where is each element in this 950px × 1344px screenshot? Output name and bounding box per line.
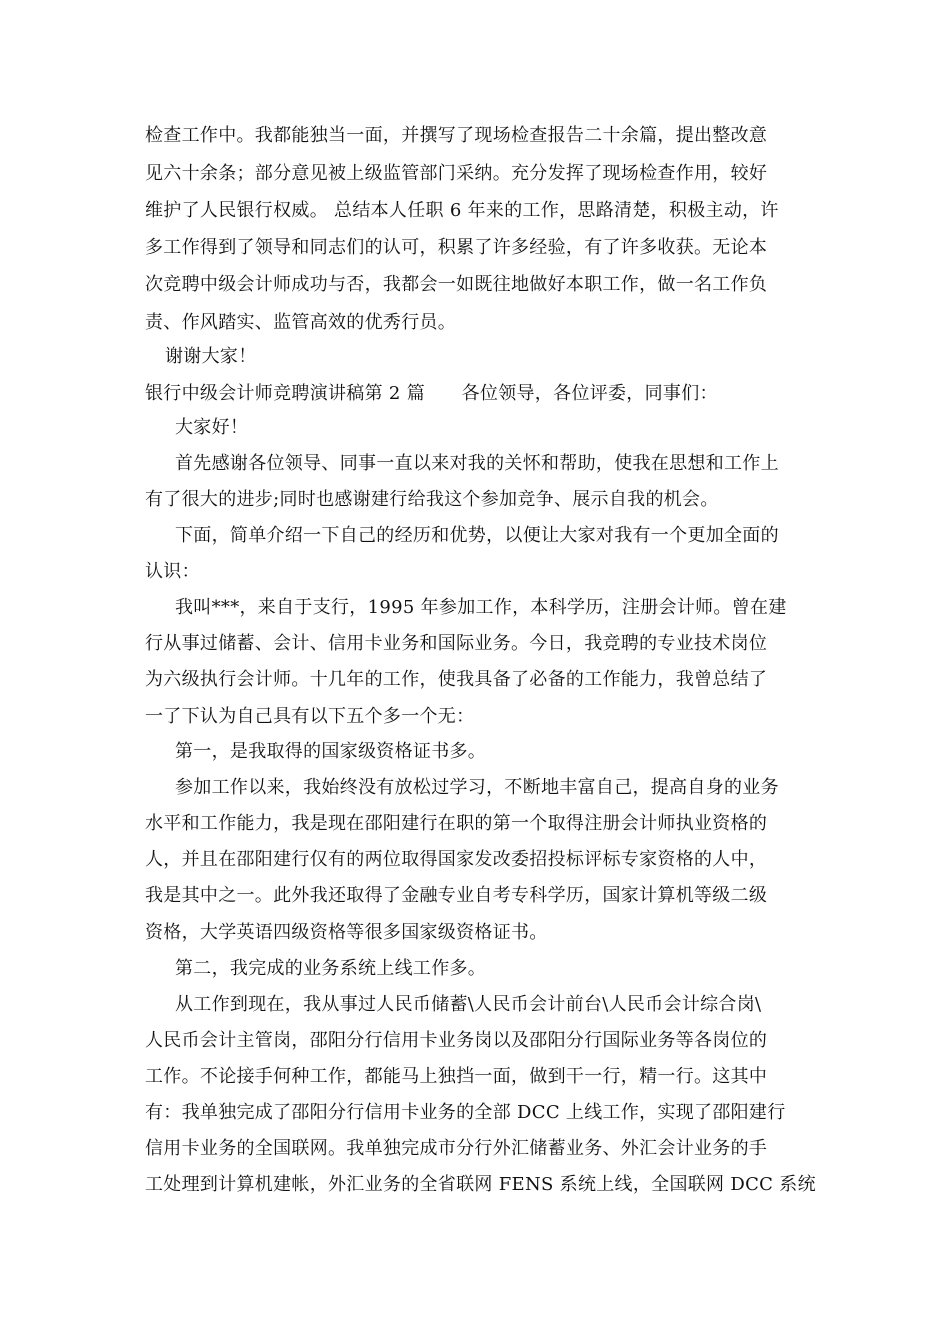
closing-thanks: 谢谢大家！ xyxy=(165,346,257,367)
body-line: 参加工作以来，我始终没有放松过学习，不断地丰富自己，提高自身的业务 xyxy=(175,777,779,798)
body-line: 多工作得到了领导和同志们的认可，积累了许多经验，有了许多收获。无论本 xyxy=(145,237,768,258)
body-line: 为六级执行会计师。十几年的工作，使我具备了必备的工作能力，我曾总结了 xyxy=(145,669,768,690)
body-line: 维护了人民银行权威。 总结本人任职 6 年来的工作，思路清楚，积极主动，许 xyxy=(145,200,779,221)
body-line: 从工作到现在，我从事过人民币储蓄\人民币会计前台\人民币会计综合岗\ xyxy=(175,994,762,1015)
body-line: 人民币会计主管岗，邵阳分行信用卡业务岗以及邵阳分行国际业务等各岗位的 xyxy=(145,1030,768,1051)
body-line: 资格，大学英语四级资格等很多国家级资格证书。 xyxy=(145,922,548,943)
body-line: 首先感谢各位领导、同事一直以来对我的关怀和帮助，使我在思想和工作上 xyxy=(175,453,779,474)
body-line: 水平和工作能力，我是现在邵阳建行在职的第一个取得注册会计师执业资格的 xyxy=(145,813,768,834)
body-line: 我叫***，来自于支行，1995 年参加工作，本科学历，注册会计师。曾在建 xyxy=(175,597,787,618)
body-line: 见六十余条；部分意见被上级监管部门采纳。充分发挥了现场检查作用，较好 xyxy=(145,163,768,184)
body-line: 有了很大的进步;同时也感谢建行给我这个参加竞争、展示自我的机会。 xyxy=(145,489,719,510)
body-line: 行从事过储蓄、会计、信用卡业务和国际业务。今日，我竞聘的专业技术岗位 xyxy=(145,633,768,654)
body-line: 认识： xyxy=(145,561,200,582)
point-heading: 第二，我完成的业务系统上线工作多。 xyxy=(175,958,487,979)
body-line: 一了下认为自己具有以下五个多一个无： xyxy=(145,706,475,727)
body-line: 次竞聘中级会计师成功与否，我都会一如既往地做好本职工作，做一名工作负 xyxy=(145,274,768,295)
body-line: 人，并且在邵阳建行仅有的两位取得国家发改委招投标评标专家资格的人中， xyxy=(145,849,768,870)
point-heading: 第一，是我取得的国家级资格证书多。 xyxy=(175,741,487,762)
section-heading: 银行中级会计师竞聘演讲稿第 2 篇 各位领导，各位评委，同事们： xyxy=(145,383,718,404)
body-line: 下面，简单介绍一下自己的经历和优势，以便让大家对我有一个更加全面的 xyxy=(175,525,779,546)
body-line: 信用卡业务的全国联网。我单独完成市分行外汇储蓄业务、外汇会计业务的手 xyxy=(145,1138,768,1159)
body-line: 检查工作中。我都能独当一面，并撰写了现场检查报告二十余篇，提出整改意 xyxy=(145,125,768,146)
body-line: 我是其中之一。此外我还取得了金融专业自考专科学历，国家计算机等级二级 xyxy=(145,885,768,906)
body-line: 责、作风踏实、监管高效的优秀行员。 xyxy=(145,312,457,333)
greeting: 大家好！ xyxy=(175,417,249,438)
body-line: 工作。不论接手何种工作，都能马上独挡一面，做到干一行，精一行。这其中 xyxy=(145,1066,768,1087)
body-line: 有：我单独完成了邵阳分行信用卡业务的全部 DCC 上线工作，实现了邵阳建行 xyxy=(145,1102,786,1123)
body-line: 工处理到计算机建帐，外汇业务的全省联网 FENS 系统上线，全国联网 DCC 系统 xyxy=(145,1174,816,1195)
